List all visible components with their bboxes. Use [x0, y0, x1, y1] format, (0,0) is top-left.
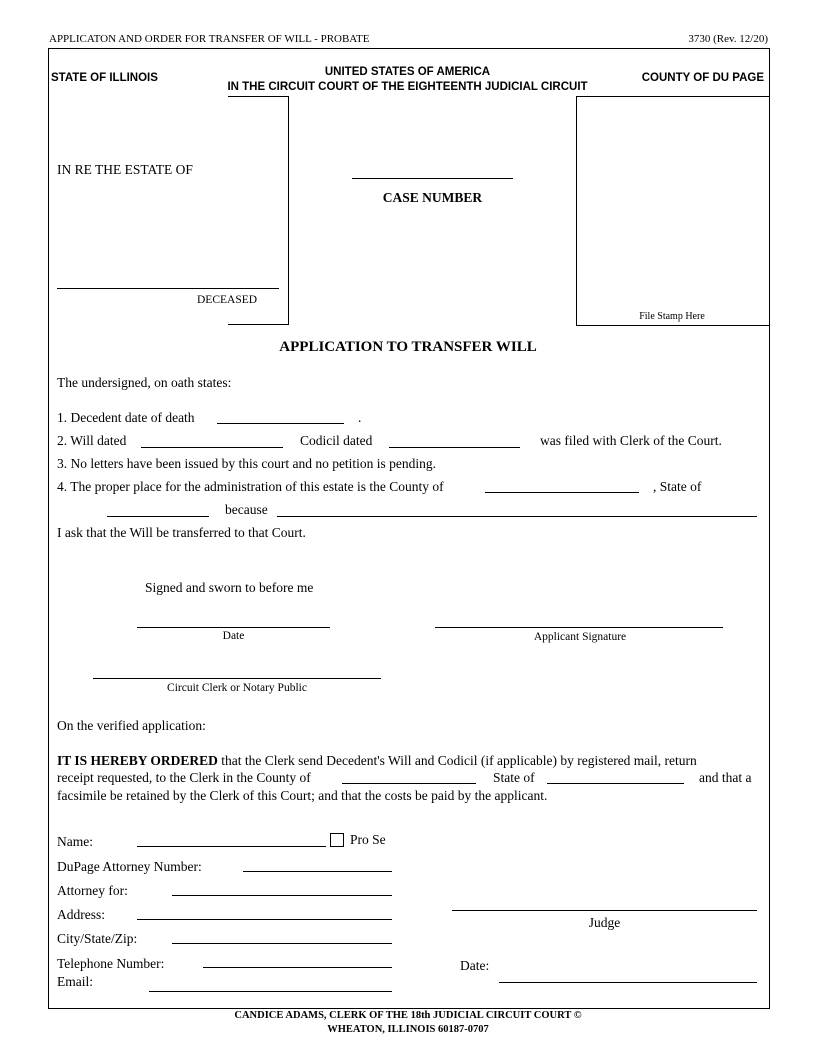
item2-end: was filed with Clerk of the Court.: [540, 433, 722, 448]
state-label: STATE OF ILLINOIS: [51, 72, 158, 84]
item1-end: .: [358, 410, 362, 425]
telephone-line[interactable]: [203, 967, 392, 968]
notary-signature-line[interactable]: [93, 678, 381, 679]
file-stamp-label: File Stamp Here: [639, 311, 705, 322]
deceased-label: DECEASED: [197, 294, 258, 306]
because-reason-line[interactable]: [277, 516, 757, 517]
pro-se-label: Pro Se: [350, 832, 386, 847]
email-label: Email:: [57, 974, 93, 989]
item3-label: 3. No letters have been issued by this court and no petition is pending.: [57, 456, 437, 471]
will-date-line[interactable]: [141, 447, 283, 448]
judge-date-line[interactable]: [499, 982, 757, 983]
item4-label: 4. The proper place for the administration of this estate is the County of: [57, 479, 444, 494]
item4-state-label: , State of: [653, 479, 702, 494]
circuit-label: IN THE CIRCUIT COURT OF THE EIGHTEENTH JUDICIAL CIRCUIT: [227, 81, 588, 93]
caption-divider-left: [288, 96, 289, 324]
attorney-for-line[interactable]: [172, 895, 392, 896]
telephone-label: Telephone Number:: [57, 956, 165, 971]
pro-se-checkbox[interactable]: [330, 833, 344, 847]
caption-bottom-left-line: [228, 324, 289, 325]
judge-label: Judge: [588, 915, 621, 930]
case-number-line[interactable]: [352, 178, 513, 179]
applicant-signature-label: Applicant Signature: [533, 631, 627, 643]
county-label: COUNTY OF DU PAGE: [641, 72, 764, 84]
file-stamp-box: [576, 96, 769, 326]
dupage-number-line[interactable]: [243, 871, 392, 872]
address-label: Address:: [57, 907, 105, 922]
form-title: APPLICATON AND ORDER FOR TRANSFER OF WILL - PROBATE: [49, 33, 370, 45]
order-bold: IT IS HEREBY ORDERED: [57, 753, 218, 768]
judge-signature-line[interactable]: [452, 910, 757, 911]
oath-intro: The undersigned, on oath states:: [57, 375, 232, 390]
order-line-3: facsimile be retained by the Clerk of this Court; and that the costs be paid by the applicant.: [57, 788, 548, 803]
caption-top-left-line: [228, 96, 289, 97]
case-number-label: CASE NUMBER: [382, 190, 483, 205]
name-line[interactable]: [137, 846, 326, 847]
codicil-date-line[interactable]: [389, 447, 520, 448]
email-line[interactable]: [149, 991, 392, 992]
order-line-2a: receipt requested, to the Clerk in the County of: [57, 770, 311, 785]
address-line[interactable]: [137, 919, 392, 920]
order-line-2c: and that a: [699, 770, 752, 785]
item2-label: 2. Will dated: [57, 433, 127, 448]
because-label: because: [225, 502, 268, 517]
sworn-statement: Signed and sworn to before me: [145, 580, 314, 595]
applicant-signature-line[interactable]: [435, 627, 723, 628]
codicil-label: Codicil dated: [300, 433, 373, 448]
order-intro: On the verified application:: [57, 718, 206, 733]
application-title: APPLICATION TO TRANSFER WILL: [279, 339, 537, 355]
state-name-line[interactable]: [107, 516, 209, 517]
order-county-line[interactable]: [342, 783, 476, 784]
attorney-for-label: Attorney for:: [57, 883, 128, 898]
county-name-line[interactable]: [485, 492, 639, 493]
notary-label: Circuit Clerk or Notary Public: [167, 682, 307, 694]
sworn-date-line[interactable]: [137, 627, 330, 628]
in-re-estate: IN RE THE ESTATE OF: [57, 162, 193, 177]
country-label: UNITED STATES OF AMERICA: [324, 66, 491, 78]
footer-clerk: CANDICE ADAMS, CLERK OF THE 18th JUDICIAL CIRCUIT COURT ©: [234, 1010, 582, 1021]
dupage-number-label: DuPage Attorney Number:: [57, 859, 202, 874]
order-line-2b: State of: [493, 770, 535, 785]
city-state-zip-label: City/State/Zip:: [57, 931, 138, 946]
judge-date-label: Date:: [460, 958, 490, 973]
death-date-line[interactable]: [217, 423, 344, 424]
date-label: Date: [222, 630, 245, 642]
footer-address: WHEATON, ILLINOIS 60187-0707: [327, 1024, 489, 1035]
transfer-request: I ask that the Will be transferred to that Court.: [57, 525, 306, 540]
form-number: 3730 (Rev. 12/20): [688, 33, 768, 45]
order-state-line[interactable]: [547, 783, 684, 784]
order-line-1: [57, 753, 697, 769]
item1-label: 1. Decedent date of death: [57, 410, 195, 425]
name-label: Name:: [57, 834, 93, 849]
decedent-name-line[interactable]: [57, 288, 279, 289]
city-state-zip-line[interactable]: [172, 943, 392, 944]
order-text-1: that the Clerk send Decedent's Will and Codicil (if applicable) by registered mail, return: [221, 753, 697, 768]
